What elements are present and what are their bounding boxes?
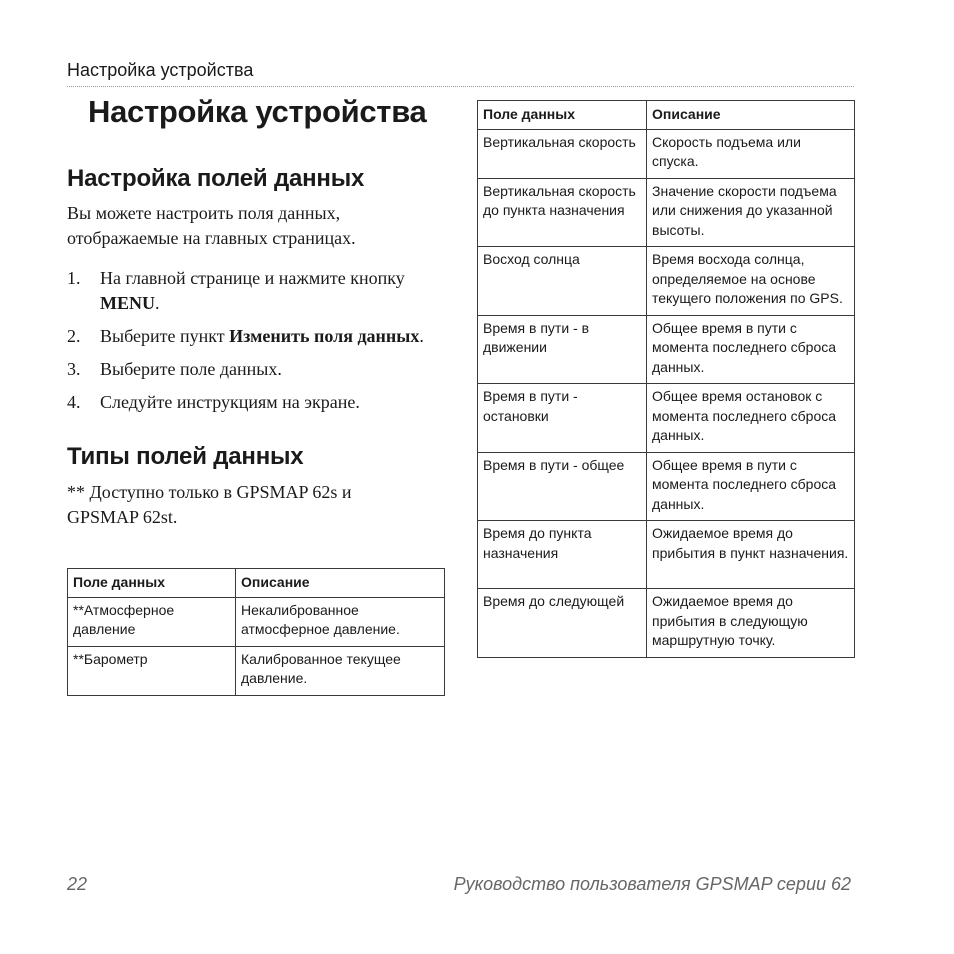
step-item	[67, 324, 447, 349]
steps-list	[67, 266, 447, 415]
field-description-cell: Время восхода солнца, определяемое на основе текущего положения по GPS.	[647, 247, 855, 316]
column-header-description: Описание	[236, 569, 445, 598]
step-text: На главной странице и нажмите кнопку	[100, 268, 405, 288]
field-description-cell: Некалиброванное атмосферное давление.	[236, 597, 445, 646]
field-name-cell: Время в пути - общее	[478, 452, 647, 521]
availability-note: ** Доступно только в GPSMAP 62s и GPSMAP 62st.	[67, 482, 352, 527]
step-suffix: .	[419, 326, 424, 346]
table-row	[478, 178, 855, 247]
step-number: 3.	[67, 359, 81, 379]
field-name-cell: Восход солнца	[478, 247, 647, 316]
field-name-cell: **Атмосферное давление	[68, 597, 236, 646]
step-suffix: .	[155, 293, 160, 313]
field-description-cell: Ожидаемое время до прибытия в пункт назначения.	[647, 521, 855, 589]
field-description-cell: Калиброванное текущее давление.	[236, 646, 445, 695]
header-divider	[67, 86, 854, 87]
right-data-fields-table	[477, 100, 855, 658]
field-description-cell: Скорость подъема или спуска.	[647, 129, 855, 178]
field-name-cell: Время до следующей	[478, 589, 647, 658]
intro-paragraph: Вы можете настроить поля данных, отображаемые на главных страницах.	[67, 203, 356, 248]
field-name-cell: Время в пути - остановки	[478, 384, 647, 453]
page-title: Настройка устройства	[88, 94, 427, 129]
field-description-cell: Общее время в пути с момента последнего сброса данных.	[647, 452, 855, 521]
table-row	[68, 597, 445, 646]
step-text: Следуйте инструкциям на экране.	[100, 392, 360, 412]
step-number: 4.	[67, 392, 81, 412]
field-name-cell: **Барометр	[68, 646, 236, 695]
step-item	[67, 357, 447, 382]
field-description-cell: Значение скорости подъема или снижения до указанной высоты.	[647, 178, 855, 247]
table-row	[478, 452, 855, 521]
field-description-cell: Общее время остановок с момента последнего сброса данных.	[647, 384, 855, 453]
running-head: Настройка устройства	[67, 60, 254, 80]
step-text: Выберите пункт	[100, 326, 230, 346]
field-name-cell: Время в пути - в движении	[478, 315, 647, 384]
page-number: 22	[67, 874, 88, 894]
column-header-description: Описание	[647, 101, 855, 130]
table-row	[478, 315, 855, 384]
field-name-cell: Время до пункта назначения	[478, 521, 647, 589]
field-name-cell: Вертикальная скорость до пункта назначения	[478, 178, 647, 247]
field-name-cell: Вертикальная скорость	[478, 129, 647, 178]
table-header-row	[478, 101, 855, 130]
change-data-fields-ref: Изменить поля данных	[229, 326, 420, 346]
table-row	[478, 589, 855, 658]
step-number: 1.	[67, 268, 81, 288]
table-row	[478, 247, 855, 316]
field-description-cell: Общее время в пути с момента последнего сброса данных.	[647, 315, 855, 384]
table-row	[478, 384, 855, 453]
left-data-fields-table	[67, 568, 445, 696]
field-description-cell: Ожидаемое время до прибытия в следующую маршрутную точку.	[647, 589, 855, 658]
step-item	[67, 390, 447, 415]
step-number: 2.	[67, 326, 81, 346]
table-header-row	[68, 569, 445, 598]
column-header-field: Поле данных	[68, 569, 236, 598]
section-title-data-field-types: Типы полей данных	[67, 443, 304, 470]
table-row	[478, 521, 855, 589]
menu-button-ref: MENU	[100, 293, 155, 313]
column-header-field: Поле данных	[478, 101, 647, 130]
table-row	[478, 129, 855, 178]
table-row	[68, 646, 445, 695]
step-item	[67, 266, 447, 316]
footer-doc-title: Руководство пользователя GPSMAP серии 62	[453, 874, 851, 894]
step-text: Выберите поле данных.	[100, 359, 282, 379]
section-title-data-fields-setup: Настройка полей данных	[67, 165, 365, 192]
